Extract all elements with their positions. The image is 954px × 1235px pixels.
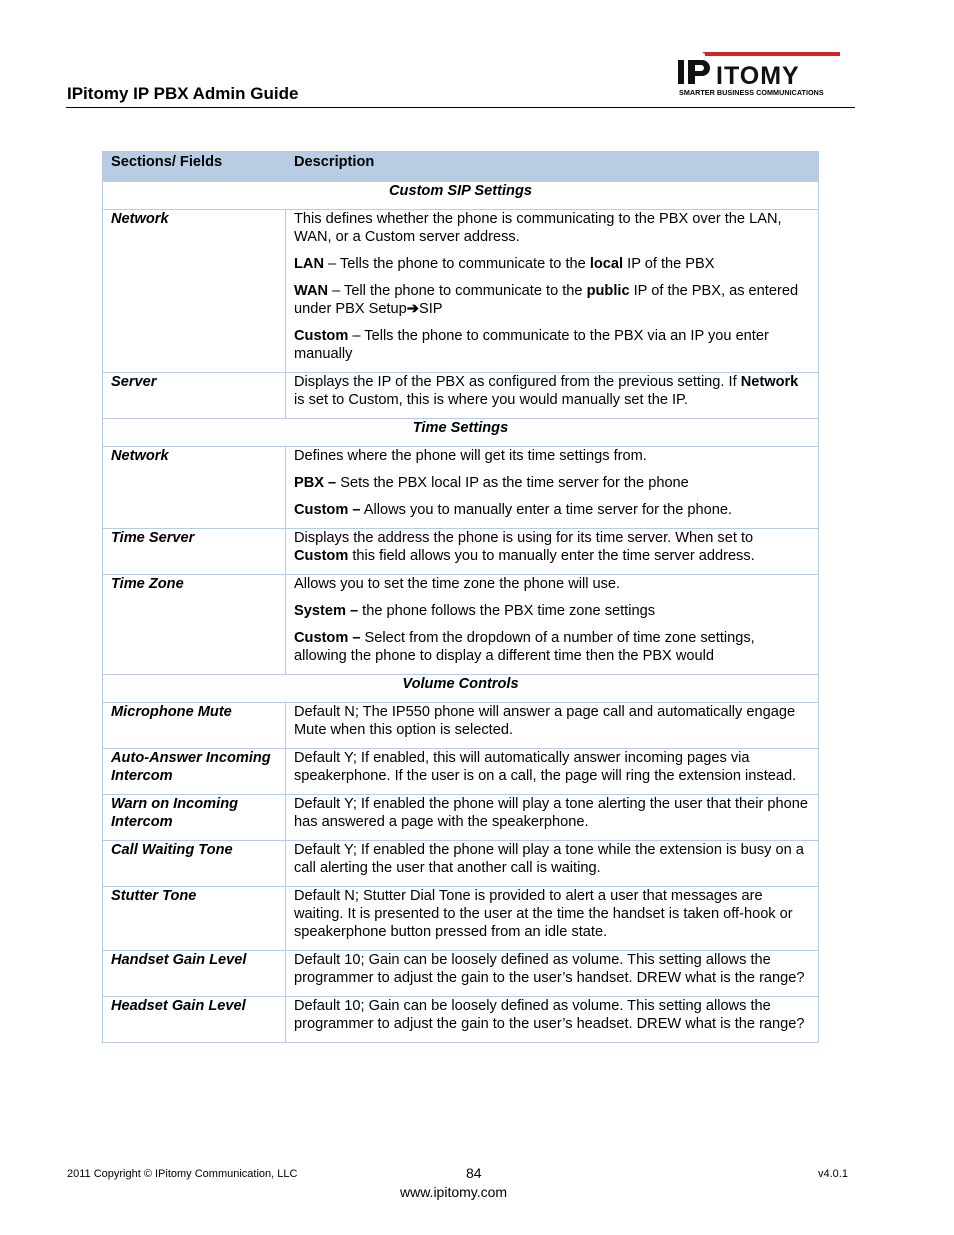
footer-url: www.ipitomy.com	[400, 1184, 508, 1200]
emphasis-text: local	[589, 256, 624, 272]
description-paragraph	[294, 997, 810, 1033]
description-paragraph	[294, 602, 810, 620]
description-text: Default Y; If enabled, this will automatically answer incoming pages via speakerphone. If the user is on a call, the page will ring the extension instead.	[294, 750, 797, 784]
description-paragraph	[294, 749, 810, 785]
description-text: – Tells the phone to communicate to the	[324, 256, 590, 272]
company-logo	[678, 50, 850, 100]
description-paragraph	[294, 575, 810, 593]
table-body	[103, 182, 819, 1043]
description-paragraph	[294, 327, 810, 363]
table-row	[103, 795, 819, 841]
field-description	[286, 703, 819, 749]
field-name: Call Waiting Tone	[103, 841, 286, 887]
description-text: this field allows you to manually enter the time server address.	[348, 548, 755, 564]
description-text: Default N; Stutter Dial Tone is provided to alert a user that messages are waiting. It is presented to the user at the time the handset is taken off-hook or speakerphone button pressed from an idle state.	[294, 888, 793, 940]
description-text: Displays the address the phone is using for its time server. When set to	[294, 530, 754, 546]
emphasis-text: public	[586, 283, 630, 299]
emphasis-text: Custom	[294, 328, 349, 344]
field-name: Time Zone	[103, 575, 286, 675]
field-name: Network	[103, 210, 286, 373]
description-text: – Tell the phone to communicate to the	[328, 283, 587, 299]
emphasis-text: Custom –	[294, 502, 361, 518]
emphasis-text: System –	[294, 603, 359, 619]
header-divider	[66, 107, 855, 108]
table-row	[103, 951, 819, 997]
table-row	[103, 529, 819, 575]
field-description	[286, 575, 819, 675]
description-paragraph	[294, 951, 810, 987]
section-row	[103, 182, 819, 210]
description-paragraph	[294, 887, 810, 941]
settings-table	[102, 151, 819, 1043]
description-text: Sets the PBX local IP as the time server for the phone	[336, 475, 689, 491]
column-header-fields: Sections/ Fields	[103, 152, 286, 182]
table-row	[103, 749, 819, 795]
field-name: Warn on Incoming Intercom	[103, 795, 286, 841]
description-paragraph	[294, 447, 810, 465]
page-number: 84	[466, 1165, 482, 1181]
description-text: Defines where the phone will get its time settings from.	[294, 448, 647, 464]
footer-copyright: 2011 Copyright © IPitomy Communication, LLC	[67, 1168, 298, 1180]
field-description	[286, 997, 819, 1043]
table-header-row	[103, 152, 819, 182]
table-row	[103, 703, 819, 749]
logo-tagline: SMARTER BUSINESS COMMUNICATIONS	[679, 88, 824, 97]
field-description	[286, 210, 819, 373]
description-text: IP of the PBX, as entered under PBX Setup	[294, 283, 799, 317]
field-name: Headset Gain Level	[103, 997, 286, 1043]
field-description	[286, 887, 819, 951]
section-row	[103, 675, 819, 703]
table-row	[103, 210, 819, 373]
section-title: Time Settings	[103, 419, 819, 447]
description-paragraph	[294, 501, 810, 519]
description-paragraph	[294, 841, 810, 877]
description-paragraph	[294, 529, 810, 565]
description-paragraph	[294, 474, 810, 492]
description-paragraph	[294, 703, 810, 739]
footer-version: v4.0.1	[818, 1168, 848, 1180]
description-text: Allows you to manually enter a time server for the phone.	[360, 502, 733, 518]
svg-text:ITOMY: ITOMY	[716, 62, 800, 88]
field-name: Time Server	[103, 529, 286, 575]
field-description	[286, 841, 819, 887]
field-name: Server	[103, 373, 286, 419]
emphasis-text: PBX –	[294, 475, 337, 491]
emphasis-text: LAN	[294, 256, 324, 272]
description-text: is set to Custom, this is where you would manually set the IP.	[294, 392, 688, 408]
description-text: Default 10; Gain can be loosely defined as volume. This setting allows the programmer to adjust the gain to the user’s handset. DREW what is the range?	[294, 952, 805, 986]
description-text: – Tells the phone to communicate to the PBX via an IP you enter manually	[294, 328, 769, 362]
field-description	[286, 529, 819, 575]
description-text: Displays the IP of the PBX as configured from the previous setting. If	[294, 374, 741, 390]
description-text: Select from the dropdown of a number of time zone settings, allowing the phone to display a different time then the PBX would	[294, 630, 755, 664]
description-paragraph	[294, 210, 810, 246]
table-row	[103, 575, 819, 675]
column-header-description: Description	[286, 152, 819, 182]
description-text: This defines whether the phone is communicating to the PBX over the LAN, WAN, or a Custom server address.	[294, 211, 782, 245]
document-title: IPitomy IP PBX Admin Guide	[67, 84, 299, 103]
section-title: Custom SIP Settings	[103, 182, 819, 210]
description-text: the phone follows the PBX time zone settings	[358, 603, 656, 619]
description-paragraph	[294, 255, 810, 273]
emphasis-text: Custom –	[294, 630, 361, 646]
field-description	[286, 447, 819, 529]
table-row	[103, 887, 819, 951]
description-text: IP of the PBX	[623, 256, 715, 272]
table-row	[103, 447, 819, 529]
emphasis-text: Custom	[294, 548, 349, 564]
table-row	[103, 997, 819, 1043]
emphasis-text: ➔	[406, 301, 420, 317]
section-row	[103, 419, 819, 447]
field-description	[286, 373, 819, 419]
field-description	[286, 749, 819, 795]
field-name: Network	[103, 447, 286, 529]
description-text: Default N; The IP550 phone will answer a page call and automatically engage Mute when this option is selected.	[294, 704, 796, 738]
description-text: Allows you to set the time zone the phone will use.	[294, 576, 621, 592]
table-row	[103, 841, 819, 887]
field-description	[286, 951, 819, 997]
table-row	[103, 373, 819, 419]
emphasis-text: Network	[740, 374, 799, 390]
description-text: Default Y; If enabled the phone will play a tone alerting the user that their phone has answered a page with the speakerphone.	[294, 796, 808, 830]
description-paragraph	[294, 373, 810, 409]
field-name: Handset Gain Level	[103, 951, 286, 997]
ipitomy-logo-mark	[678, 50, 850, 88]
description-text: Default Y; If enabled the phone will play a tone while the extension is busy on a call alerting the user that another call is waiting.	[294, 842, 804, 876]
field-name: Stutter Tone	[103, 887, 286, 951]
description-text: SIP	[419, 301, 443, 317]
field-description	[286, 795, 819, 841]
description-text: Default 10; Gain can be loosely defined as volume. This setting allows the programmer to adjust the gain to the user’s headset. DREW what is the range?	[294, 998, 805, 1032]
field-name: Auto-Answer Incoming Intercom	[103, 749, 286, 795]
description-paragraph	[294, 795, 810, 831]
field-name: Microphone Mute	[103, 703, 286, 749]
emphasis-text: WAN	[294, 283, 329, 299]
description-paragraph	[294, 282, 810, 318]
section-title: Volume Controls	[103, 675, 819, 703]
description-paragraph	[294, 629, 810, 665]
